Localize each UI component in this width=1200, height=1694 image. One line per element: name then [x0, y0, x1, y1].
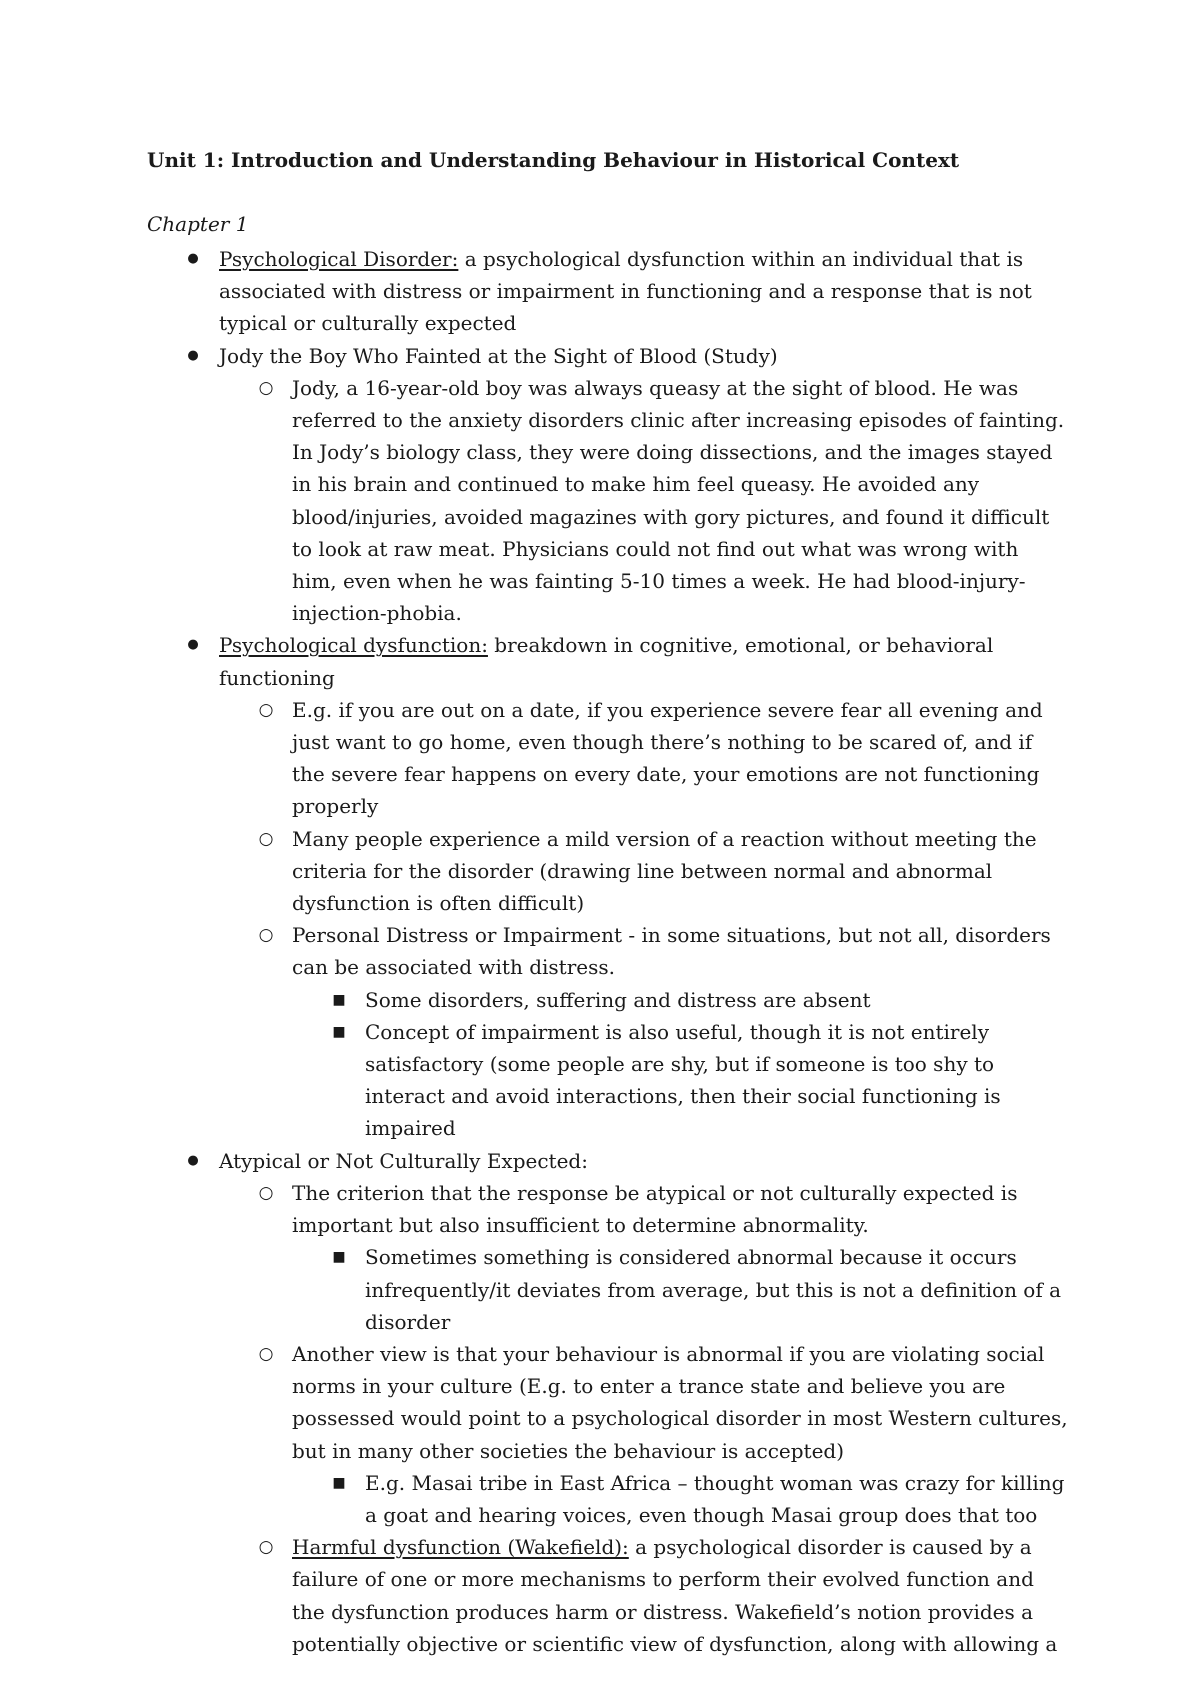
item-text: Sometimes something is considered abnormal because it occurs infrequently/it deviates from average, but this is not a definition of a disorder — [365, 1245, 1062, 1334]
list-item — [187, 243, 1069, 340]
list-item — [258, 1531, 1069, 1660]
unit-title: Unit 1: Introduction and Understanding Behaviour in Historical Context — [147, 148, 960, 172]
bullet-hollow-circle-icon: ○ — [258, 1182, 274, 1203]
list-item — [332, 984, 1069, 1016]
item-text: The criterion that the response be atypical or not culturally expected is important but also insufficient to determine abnormality. — [292, 1180, 1018, 1238]
bullet-square-icon: ■ — [332, 1249, 346, 1266]
list-item — [187, 1145, 1069, 1177]
term: Psychological dysfunction: — [219, 633, 488, 658]
item-text: E.g. if you are out on a date, if you experience severe fear all evening and just want to go home, even though there’s nothing to be scared of, and if the severe fear happens on every date, your emotions are not functioning properly — [292, 697, 1043, 819]
list-item — [332, 1241, 1069, 1338]
item-text: Many people experience a mild version of a reaction without meeting the criteria for the disorder (drawing line between normal and abnormal dysfunction is often difficult) — [292, 826, 1037, 916]
list-item — [332, 1016, 1069, 1145]
item-text: Jody the Boy Who Fainted at the Sight of Blood (Study) — [219, 343, 778, 368]
item-text: E.g. Masai tribe in East Africa – thought woman was crazy for killing a goat and hearing voices, even though Masai group does that too — [365, 1470, 1065, 1527]
item-text: Some disorders, suffering and distress are absent — [365, 987, 871, 1012]
item-text: a psychological dysfunction within an individual that is associated with distress or impairment in functioning and a response that is not typical or culturally expected — [219, 247, 1032, 336]
list-item — [258, 694, 1069, 823]
list-item — [187, 629, 1069, 693]
bullet-hollow-circle-icon: ○ — [258, 377, 274, 398]
bullet-hollow-circle-icon: ○ — [258, 1343, 274, 1364]
list-item — [258, 1338, 1069, 1467]
bullet-filled-circle-icon: ● — [187, 637, 199, 653]
bullet-square-icon: ■ — [332, 1023, 346, 1040]
list-item — [258, 823, 1069, 920]
term: Harmful dysfunction (Wakefield): — [292, 1535, 629, 1560]
item-text: Jody, a 16-year-old boy was always queasy at the sight of blood. He was referred to the anxiety disorders clinic after increasing episodes of fainting. In Jody’s biology class, they were doing dissections, and the images stayed in his brain and continued to make him feel queasy. He avoided any blood/injuries, avoided magazines with gory pictures, and found it difficult to look at raw meat. Physicians could not find out what was wrong with him, even when he was fainting 5-10 times a week. He had blood-injury-injection-phobia. — [292, 375, 1065, 626]
list-item — [258, 372, 1069, 630]
item-text: Concept of impairment is also useful, though it is not entirely satisfactory (some people are shy, but if someone is too shy to interact and avoid interactions, then their social functioning is impaired — [365, 1019, 1001, 1141]
chapter-heading: Chapter 1 — [147, 212, 249, 236]
item-text: Another view is that your behaviour is abnormal if you are violating social norms in your culture (E.g. to enter a trance state and believe you are possessed would point to a psychological disorder in most Western cultures, but in many other societies the behaviour is accepted) — [292, 1341, 1068, 1463]
bullet-filled-circle-icon: ● — [187, 347, 199, 363]
term: Psychological Disorder: — [219, 247, 459, 271]
bullet-filled-circle-icon: ● — [187, 1152, 199, 1168]
list-item — [332, 1467, 1069, 1531]
item-text: Atypical or Not Culturally Expected: — [219, 1148, 588, 1173]
bullet-square-icon: ■ — [332, 991, 346, 1008]
bullet-filled-circle-icon: ● — [187, 251, 199, 266]
item-text: breakdown in cognitive, emotional, or behavioral functioning — [219, 633, 994, 690]
bullet-square-icon: ■ — [332, 1474, 346, 1491]
list-item — [258, 1177, 1069, 1241]
notes-list — [0, 243, 1200, 1660]
bullet-hollow-circle-icon: ○ — [258, 828, 274, 849]
bullet-hollow-circle-icon: ○ — [258, 699, 274, 720]
list-item — [187, 340, 1069, 372]
bullet-hollow-circle-icon: ○ — [258, 1537, 274, 1558]
bullet-hollow-circle-icon: ○ — [258, 925, 274, 946]
item-text: a psychological disorder is caused by a failure of one or more mechanisms to perform their evolved function and the dysfunction produces harm or distress. Wakefield’s notion provides a potentially objective or scientific view of dysfunction, along with allowing a — [292, 1535, 1058, 1656]
item-text: Personal Distress or Impairment - in some situations, but not all, disorders can be associated with distress. — [292, 923, 1051, 980]
list-item — [258, 919, 1069, 983]
